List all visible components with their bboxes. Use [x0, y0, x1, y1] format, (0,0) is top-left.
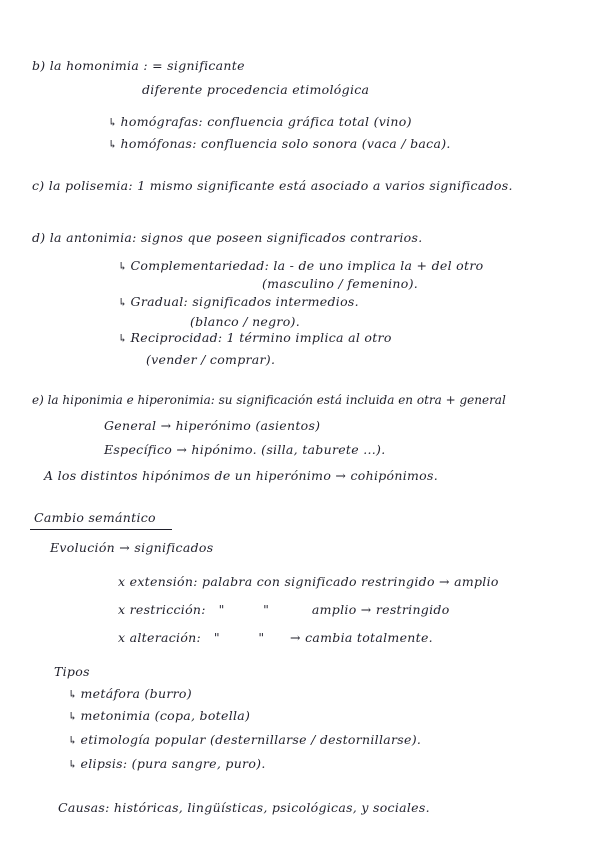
hook-arrow-icon: ↳ [108, 138, 118, 151]
cambio-semantico-heading: Cambio semántico [34, 510, 156, 525]
tipos-heading: Tipos [54, 664, 90, 679]
tipo-etimologia-line [68, 732, 421, 749]
heading-underline [30, 529, 172, 530]
gradual-text: Gradual: significados intermedios. [130, 294, 359, 309]
reciprocidad-example: (vender / comprar). [146, 352, 276, 367]
evolucion-line: Evolución → significados [50, 540, 214, 555]
tipo-elipsis-text: elipsis: (pura sangre, puro). [80, 756, 266, 771]
tipo-etimologia-text: etimología popular (desternillarse / destornillarse). [80, 732, 422, 747]
hook-arrow-icon: ↳ [118, 332, 128, 345]
gradual-line [118, 294, 359, 311]
homonimia-subnote: diferente procedencia etimológica [142, 82, 370, 97]
hook-arrow-icon: ↳ [68, 710, 78, 723]
hook-arrow-icon: ↳ [68, 758, 78, 771]
homonimia-heading: b) la homonimia : = significante [32, 58, 245, 73]
gradual-example: (blanco / negro). [190, 314, 300, 329]
hook-arrow-icon: ↳ [118, 296, 128, 309]
hook-arrow-icon: ↳ [118, 260, 128, 273]
polisemia-heading: c) la polisemia: 1 mismo significante está asociado a varios significados. [32, 178, 513, 193]
hook-arrow-icon: ↳ [68, 688, 78, 701]
alteracion-line: x alteración: " " → cambia totalmente. [118, 630, 433, 645]
tipo-elipsis-line [68, 756, 266, 773]
tipo-metafora-text: metáfora (burro) [80, 686, 192, 701]
homofonas-text: homófonas: confluencia solo sonora (vaca / baca). [120, 136, 451, 151]
homografas-line [108, 114, 412, 131]
homofonas-line [108, 136, 451, 153]
general-line: General → hiperónimo (asientos) [104, 418, 321, 433]
cohiponimos-line: A los distintos hipónimos de un hiperónimo → cohipónimos. [44, 468, 438, 483]
tipo-metonimia-line [68, 708, 250, 725]
hook-arrow-icon: ↳ [108, 116, 118, 129]
reciprocidad-text: Reciprocidad: 1 término implica al otro [130, 330, 392, 345]
especifico-line: Específico → hipónimo. (silla, taburete ...). [104, 442, 386, 457]
complementariedad-line [118, 258, 483, 275]
complementariedad-text: Complementariedad: la - de uno implica la + del otro [130, 258, 484, 273]
tipo-metonimia-text: metonimia (copa, botella) [80, 708, 251, 723]
hiponimia-heading: e) la hiponimia e hiperonimia: su significación está incluida en otra + general [32, 393, 506, 407]
homografas-text: homógrafas: confluencia gráfica total (vino) [120, 114, 412, 129]
restriccion-line: x restricción: " " amplio → restringido [118, 602, 450, 617]
extension-line: x extensión: palabra con significado restringido → amplio [118, 574, 499, 589]
antonimia-heading: d) la antonimia: signos que poseen significados contrarios. [32, 230, 423, 245]
complementariedad-example: (masculino / femenino). [262, 276, 419, 291]
reciprocidad-line [118, 330, 392, 347]
hook-arrow-icon: ↳ [68, 734, 78, 747]
tipo-metafora-line [68, 686, 192, 703]
causas-line: Causas: históricas, lingüísticas, psicológicas, y sociales. [58, 800, 430, 815]
